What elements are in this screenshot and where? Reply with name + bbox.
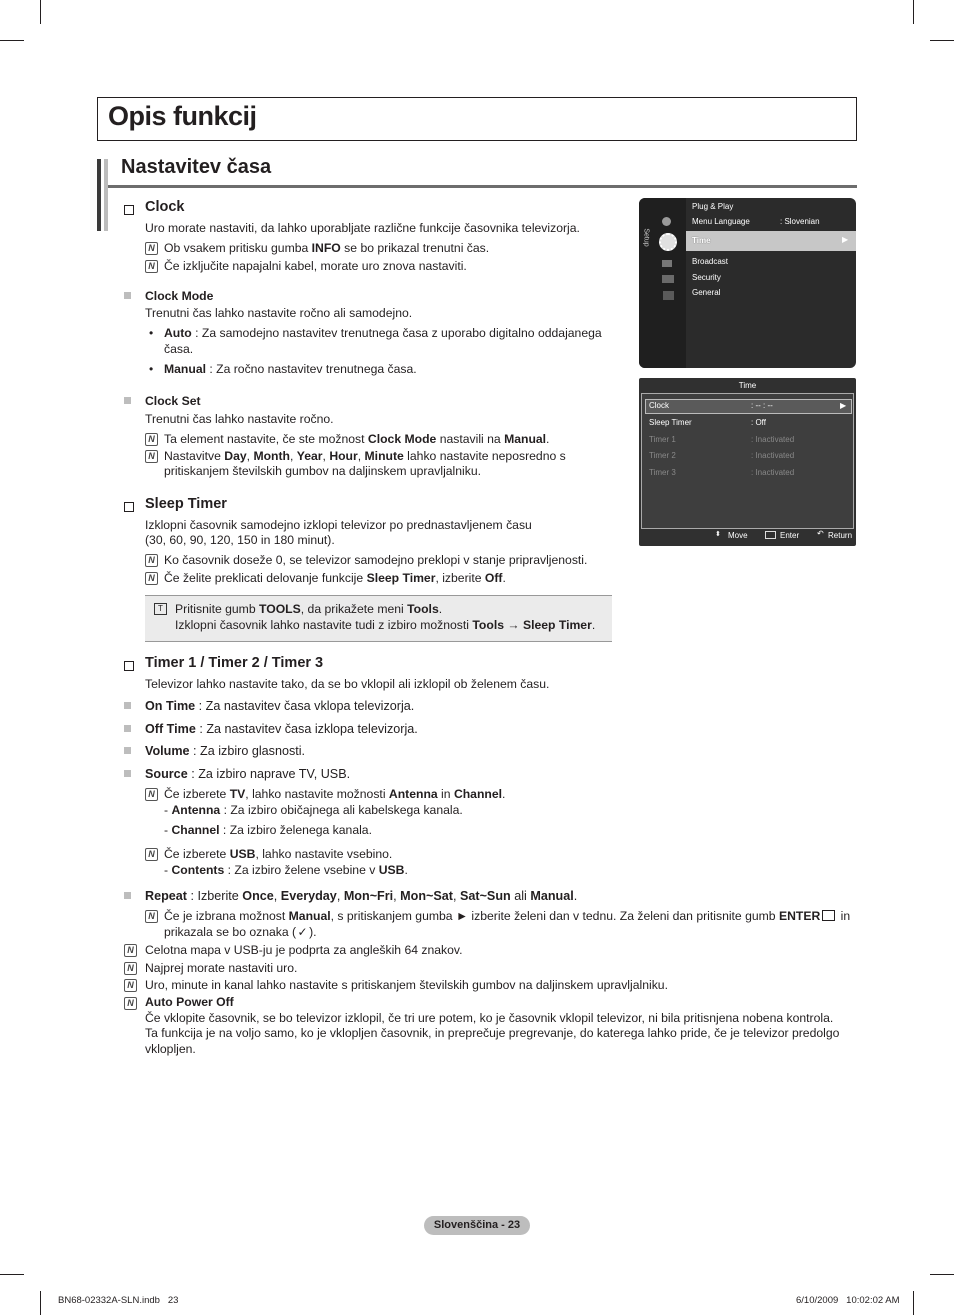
return-icon: ↶ [817, 529, 824, 538]
auto-power-off-2: Ta funkcija je na voljo samo, ko je vklopljen časovnik, in preprečuje pregrevanje, do katerega lahko pride, če je televizor predolgo [145, 1026, 840, 1040]
square-bullet-icon [124, 292, 131, 299]
dot-bullet-icon: • [149, 326, 154, 340]
note-icon: N [145, 572, 158, 585]
time-footer-enter: Enter [780, 531, 800, 540]
timers-desc: Televizor lahko nastavite tako, da se bo vklopil ali izklopil ob želenem času. [145, 677, 550, 691]
setup-item-menu-language: Menu Language [692, 217, 750, 226]
clock-set-note-2: Nastavitve Day, Month, Year, Hour, Minute lahko nastavite neposredno s [164, 449, 566, 463]
setup-item-time: Time [692, 236, 711, 245]
note-icon: N [145, 910, 158, 923]
clock-set-note-2-cont: pritiskanjem številskih gumbov na daljinskem upravljalniku. [164, 464, 482, 478]
note-icon: N [145, 848, 158, 861]
section-bar-light [104, 159, 108, 231]
timers-repeat-note-1: Če je izbrana možnost Manual, s pritiskanjem gumba ► izberite želeni dan v tednu. Za želeni dan pritisnite gumb ENTER in [164, 909, 851, 923]
crop-mark [0, 40, 24, 41]
tools-line-1: Pritisnite gumb TOOLS, da prikažete meni Tools. [175, 602, 443, 616]
note-icon: N [145, 788, 158, 801]
time-footer-move: Move [728, 531, 748, 540]
sleep-timer-note-1: Ko časovnik doseže 0, se televizor samodejno preklopi v stanje pripravljenosti. [164, 553, 588, 567]
support-icon [663, 291, 674, 300]
time-timer3-label: Timer 3 [649, 468, 676, 477]
timers-note-a: Celotna mapa v USB-ju je podprta za angleških 64 znakov. [145, 943, 463, 957]
setup-menu-screenshot [639, 198, 856, 368]
application-icon [662, 275, 674, 283]
square-bullet-icon [124, 702, 131, 709]
crop-mark [930, 40, 954, 41]
crop-mark [913, 0, 914, 24]
timers-on-time: On Time : Za nastavitev časa vklopa televizorja. [145, 699, 415, 713]
title-box [97, 97, 857, 141]
chevron-right-icon: ▶ [840, 401, 847, 410]
time-clock-label: Clock [649, 401, 670, 410]
auto-power-off-1: Če vklopite časovnik, se bo televizor izklopil, če tri ure potem, ko je časovnik vklopil televizor, ni bila pritisnjena nobena kontrola. [145, 1011, 834, 1025]
note-icon: N [145, 242, 158, 255]
timers-heading: Timer 1 / Timer 2 / Timer 3 [145, 655, 324, 671]
section-rule [108, 185, 857, 188]
note-icon: N [145, 554, 158, 567]
square-bullet-icon [124, 892, 131, 899]
footer-file: BN68-02332A-SLN.indb 23 [58, 1295, 179, 1306]
dot-bullet-icon: • [149, 362, 154, 376]
time-timer2-label: Timer 2 [649, 451, 676, 460]
timers-note-b: Najprej morate nastaviti uro. [145, 961, 298, 975]
note-icon: N [145, 260, 158, 273]
time-timer2-value: : Inactivated [751, 451, 795, 460]
timers-off-time: Off Time : Za nastavitev časa izklopa televizorja. [145, 722, 418, 736]
move-arrows-icon: ⬍ [715, 531, 721, 538]
square-bullet-icon [124, 770, 131, 777]
time-clock-value: : -- : -- [751, 401, 773, 410]
enter-icon [765, 531, 776, 539]
enter-icon [822, 910, 835, 921]
clock-note-1: Ob vsakem pritisku gumba INFO se bo prikazal trenutni čas. [164, 241, 490, 255]
timers-usb-note: Če izberete USB, lahko nastavite vsebino. [164, 847, 393, 861]
timers-antenna: - Antenna : Za izbiro običajnega ali kabelskega kanala. [164, 803, 463, 817]
clock-mode-auto: Auto : Za samodejno nastavitev trenutnega časa z uporabo digitalno oddajanega [164, 326, 602, 340]
sleep-timer-desc-1: Izklopni časovnik samodejno izklopi televizor po prednastavljenem času [145, 518, 532, 532]
setup-item-plug-play: Plug & Play [692, 202, 734, 211]
time-menu-title: Time [738, 381, 757, 390]
crop-mark [913, 1291, 914, 1315]
setup-item-security: Security [692, 273, 721, 282]
crop-mark [0, 1274, 24, 1275]
section-bar [97, 159, 101, 231]
clock-mode-auto-cont: časa. [164, 342, 194, 356]
clock-mode-heading: Clock Mode [145, 289, 214, 303]
checkmark-icon: ✓ [297, 925, 308, 939]
sleep-timer-note-2: Če želite preklicati delovanje funkcije Sleep Timer, izberite Off. [164, 571, 506, 585]
time-footer-return: Return [828, 531, 853, 540]
note-icon: N [145, 450, 158, 463]
clock-note-2: Če izključite napajalni kabel, morate uro znova nastaviti. [164, 259, 467, 273]
timers-contents: - Contents : Za izbiro želene vsebine v USB. [164, 863, 408, 877]
tools-line-2: Izklopni časovnik lahko nastavite tudi z izbiro možnosti Tools → Sleep Timer. [175, 618, 596, 632]
clock-set-desc: Trenutni čas lahko nastavite ročno. [145, 412, 334, 426]
timers-note-c: Uro, minute in kanal lahko nastavite s pritiskanjem številskih gumbov na daljinskem upravljalniku. [145, 978, 668, 992]
tools-icon: T [154, 603, 167, 615]
sleep-timer-heading: Sleep Timer [145, 496, 227, 512]
setup-side-label: Setup [642, 228, 650, 247]
clock-set-note-1: Ta element nastavite, če ste možnost Clock Mode nastavili na Manual. [164, 432, 550, 446]
footer-date: 6/10/2009 10:02:02 AM [796, 1295, 900, 1306]
sleep-timer-desc-2: (30, 60, 90, 120, 150 in 180 minut). [145, 533, 335, 547]
note-icon: N [124, 979, 137, 992]
setup-gear-icon [659, 233, 677, 251]
time-menu-screenshot [639, 378, 856, 546]
note-icon: N [124, 962, 137, 975]
checkbox-bullet-icon [124, 205, 134, 215]
page-title: Opis funkcij [108, 101, 257, 131]
crop-mark [40, 1291, 41, 1315]
clock-intro: Uro morate nastaviti, da lahko uporabljate različne funkcije časovnika televizorja. [145, 221, 580, 235]
clock-heading: Clock [145, 199, 185, 215]
setup-item-time-highlight [686, 231, 856, 251]
timers-volume: Volume : Za izbiro glasnosti. [145, 744, 306, 758]
clock-set-heading: Clock Set [145, 394, 201, 408]
page-number-badge: Slovenščina - 23 [424, 1216, 530, 1235]
square-bullet-icon [124, 747, 131, 754]
chevron-right-icon: ▶ [842, 235, 849, 244]
checkbox-bullet-icon [124, 661, 134, 671]
input-icon [662, 260, 672, 267]
clock-mode-manual: Manual : Za ročno nastavitev trenutnega časa. [164, 362, 417, 376]
time-sleep-timer-value: : Off [751, 418, 766, 427]
note-icon: N [145, 433, 158, 446]
time-menu-clock-row [645, 399, 852, 414]
timers-channel: - Channel : Za izbiro želenega kanala. [164, 823, 372, 837]
setup-item-general: General [692, 288, 721, 297]
note-icon: N [124, 997, 137, 1010]
setup-item-broadcast: Broadcast [692, 257, 729, 266]
timers-source: Source : Za izbiro naprave TV, USB. [145, 767, 351, 781]
crop-mark [40, 0, 41, 24]
square-bullet-icon [124, 397, 131, 404]
time-timer3-value: : Inactivated [751, 468, 795, 477]
setup-menu-language-value: : Slovenian [780, 217, 820, 226]
timers-repeat-note-2: prikazala se bo oznaka (✓). [164, 925, 317, 939]
auto-power-off-heading: Auto Power Off [145, 995, 234, 1009]
note-icon: N [124, 944, 137, 957]
picture-icon [662, 217, 671, 226]
time-timer1-value: : Inactivated [751, 435, 795, 444]
tools-box [145, 595, 612, 642]
timers-repeat: Repeat : Izberite Once, Everyday, Mon~Fri, Mon~Sat, Sat~Sun ali Manual. [145, 889, 578, 903]
time-timer1-label: Timer 1 [649, 435, 676, 444]
checkbox-bullet-icon [124, 502, 134, 512]
crop-mark [930, 1274, 954, 1275]
auto-power-off-3: vklopljen. [145, 1042, 196, 1056]
clock-mode-desc: Trenutni čas lahko nastavite ročno ali samodejno. [145, 306, 413, 320]
timers-tv-note: Če izberete TV, lahko nastavite možnosti Antenna in Channel. [164, 787, 506, 801]
section-title: Nastavitev časa [121, 156, 272, 178]
time-sleep-timer-label: Sleep Timer [649, 418, 692, 427]
square-bullet-icon [124, 725, 131, 732]
